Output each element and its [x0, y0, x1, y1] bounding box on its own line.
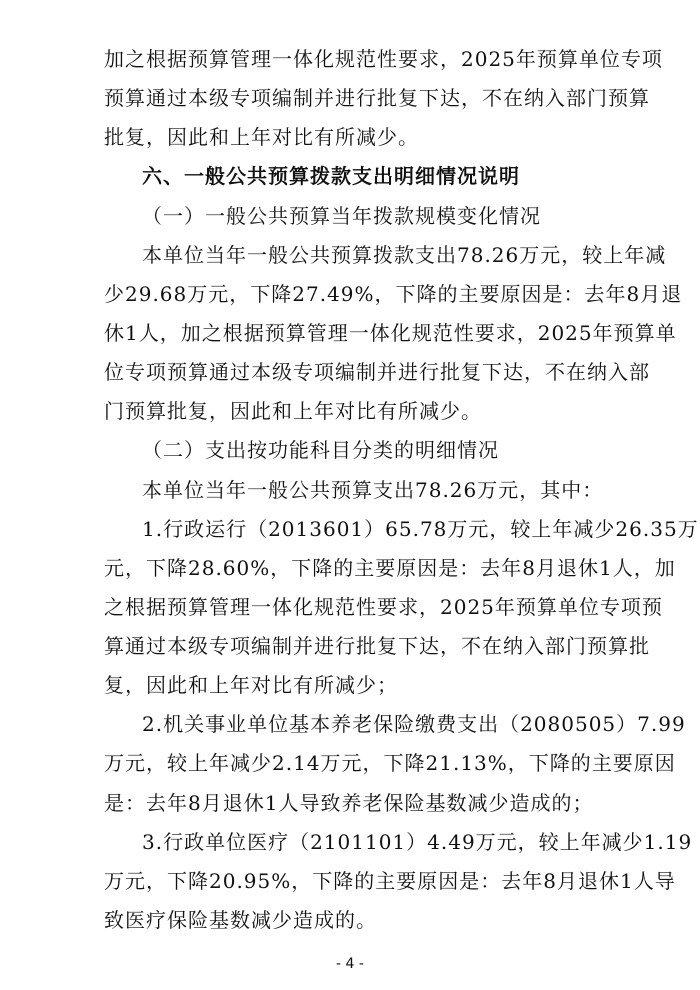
paragraph-line: 本单位当年一般公共预算支出78.26万元，其中： — [142, 478, 604, 502]
paragraph-line: 万元，下降20.95%，下降的主要原因是：去年8月退休1人导 — [104, 869, 676, 893]
paragraph-line: 万元，较上年减少2.14万元，下降21.13%，下降的主要原因 — [104, 751, 676, 775]
paragraph-line: 复，因此和上年对比有所减少； — [104, 673, 398, 697]
paragraph-line: 批复，因此和上年对比有所减少。 — [104, 125, 419, 149]
paragraph-line: 位专项预算通过本级专项编制并进行批复下达，不在纳入部 — [104, 360, 650, 384]
paragraph-line: 致医疗保险基数减少造成的。 — [104, 908, 377, 932]
list-item-line: 1.行政运行（2013601）65.78万元，较上年减少26.35万 — [142, 517, 699, 541]
paragraph-line: 是：去年8月退休1人导致养老保险基数减少造成的； — [104, 791, 594, 815]
section-heading: 六、一般公共预算拨款支出明细情况说明 — [142, 164, 520, 188]
paragraph-line: 元，下降28.60%，下降的主要原因是：去年8月退休1人，加 — [104, 556, 676, 580]
paragraph-line: 算通过本级专项编制并进行批复下达，不在纳入部门预算批 — [104, 634, 650, 658]
subsection-heading: （一）一般公共预算当年拨款规模变化情况 — [142, 204, 541, 228]
page-number: - 4 - — [336, 956, 364, 972]
list-item-line: 3.行政单位医疗（2101101）4.49万元，较上年减少1.19 — [142, 830, 693, 854]
paragraph-line: 之根据预算管理一体化规范性要求，2025年预算单位专项预 — [104, 595, 663, 619]
paragraph-line: 门预算批复，因此和上年对比有所减少。 — [104, 399, 482, 423]
paragraph-line: 本单位当年一般公共预算拨款支出78.26万元，较上年减 — [142, 243, 667, 267]
paragraph-line: 预算通过本级专项编制并进行批复下达，不在纳入部门预算 — [104, 86, 650, 110]
paragraph-line: 休1人，加之根据预算管理一体化规范性要求，2025年预算单 — [104, 321, 677, 345]
paragraph-line: 少29.68万元，下降27.49%，下降的主要原因是：去年8月退 — [104, 282, 683, 306]
paragraph-line: 加之根据预算管理一体化规范性要求，2025年预算单位专项 — [104, 47, 663, 71]
list-item-line: 2.机关事业单位基本养老保险缴费支出（2080505）7.99 — [142, 712, 686, 736]
subsection-heading: （二）支出按功能科目分类的明细情况 — [142, 438, 499, 462]
